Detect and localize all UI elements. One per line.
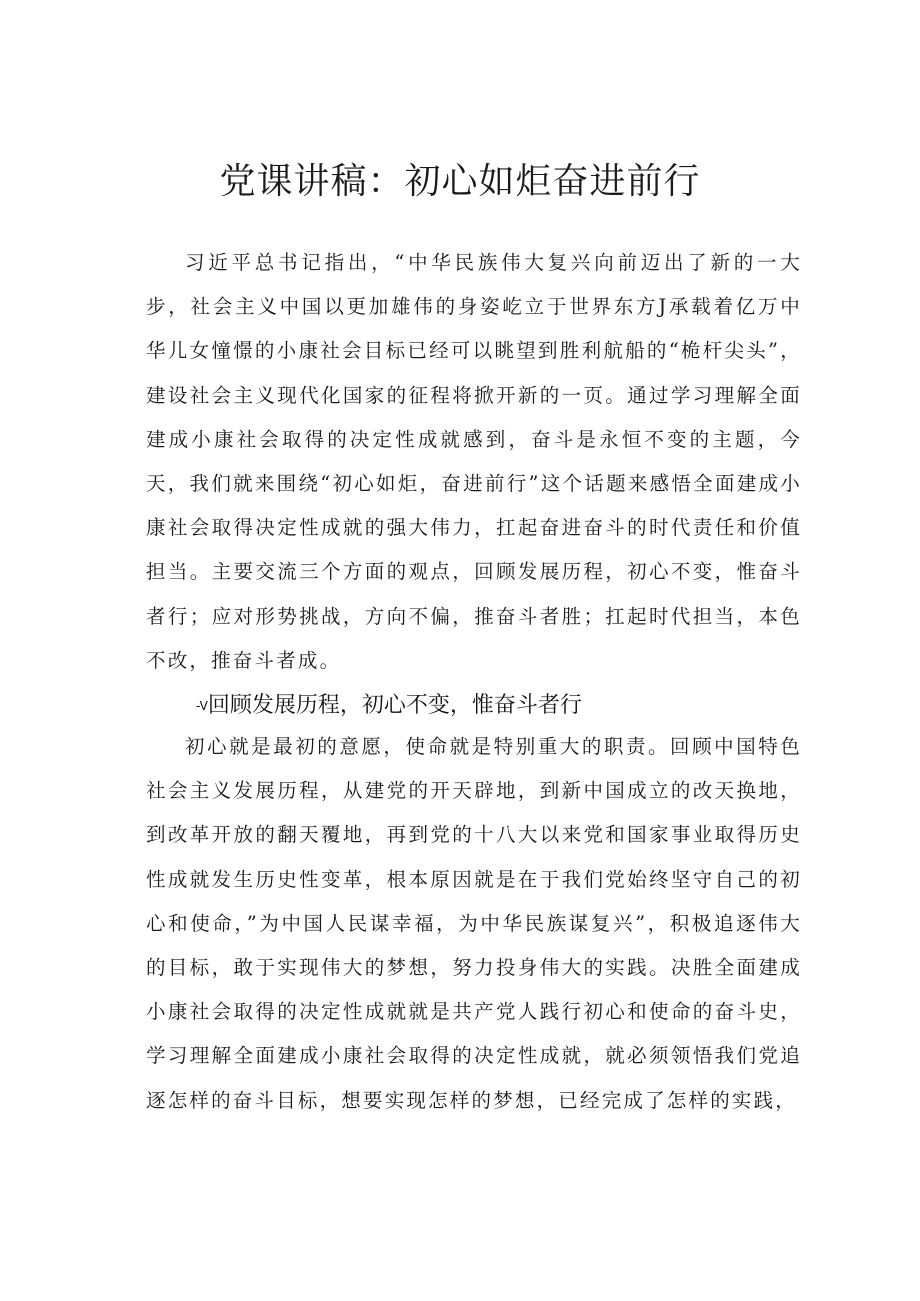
paragraph-intro: 习近平总书记指出，“中华民族伟大复兴向前迈出了新的一大步，社会主义中国以更加雄伟的身姿屹立于世界东方J承载着亿万中华儿女憧憬的小康社会目标已经可以眺望到胜利航船的“桅杆尖头”，建设社会主义现代化国家的征程将掀开新的一页。通过学习理解全面建成小康社会取得的决定性成就感到，奋斗是永恒不变的主题，今天，我们就来围绕“初心如炬，奋进前行”这个话题来感悟全面建成小康社会取得决定性成就的强大伟力，扛起奋进奋斗的时代责任和价值担当。主要交流三个方面的观点，回顾发展历程，初心不变，惟奋斗者行；应对形势挑战，方向不偏，推奋斗者胜；扛起时代担当，本色不改，推奋斗者成。	[146, 251, 802, 672]
section-heading-marker: -V	[196, 699, 208, 713]
section-heading-text: 回顾发展历程，初心不变，惟奋斗者行	[207, 693, 582, 718]
section-heading-1	[196, 684, 582, 728]
document-title: 党课讲稿：初心如炬奋进前行	[219, 161, 701, 202]
paragraph-section-1: 初心就是最初的意愿，使命就是特别重大的职责。回顾中国特色社会主义发展历程，从建党的开天辟地，到新中国成立的改天换地，到改革开放的翻天覆地，再到党的十八大以来党和国家事业取得历史性成就发生历史性变革，根本原因就是在于我们党始终坚守自己的初心和使命，”为中国人民谋幸福，为中华民族谋复兴”，积极追逐伟大的目标，敢于实现伟大的梦想，努力投身伟大的实践。决胜全面建成小康社会取得的决定性成就就是共产党人践行初心和使命的奋斗史，学习理解全面建成小康社会取得的决定性成就，就必须领悟我们党追逐怎样的奋斗目标，想要实现怎样的梦想，已经完成了怎样的实践，	[146, 735, 802, 1112]
